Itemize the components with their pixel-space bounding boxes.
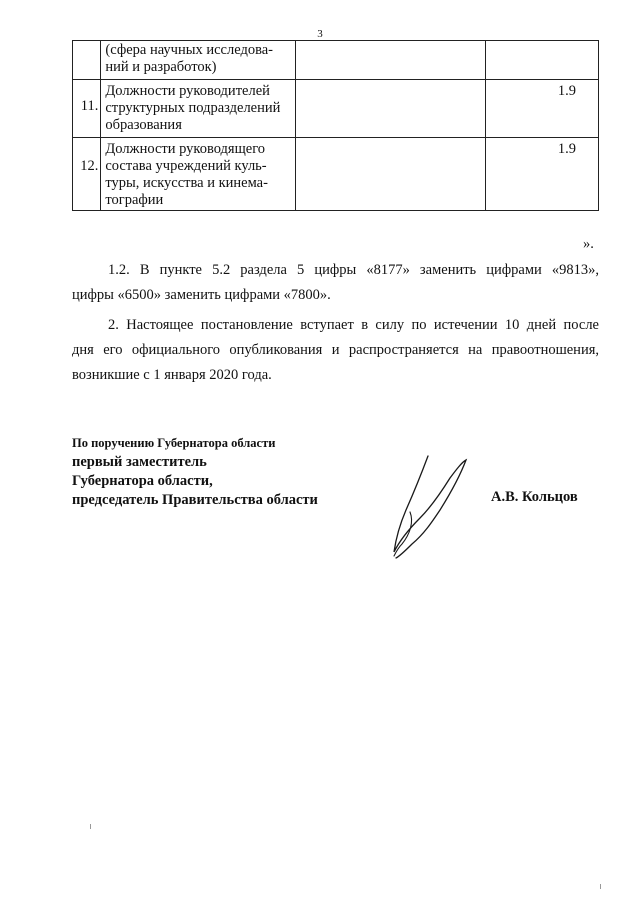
paragraph-line: 1.2. В пункте 5.2 раздела 5 цифры «8177» заменить цифрами «9813»,: [108, 262, 599, 278]
row-number: [73, 41, 101, 80]
row-title-line: ний и разработок): [105, 59, 217, 75]
row-title-line: (сфера научных исследова-: [105, 42, 273, 58]
paragraph-line: дня его официального опубликования и распространяется на правоотношения,: [72, 342, 599, 358]
row-number: 12.: [73, 138, 101, 211]
signature-position-line: первый заместитель: [72, 454, 207, 470]
row-value: 1.9: [486, 138, 599, 211]
paragraph-1-2: [72, 258, 599, 308]
closing-quote: ».: [583, 236, 594, 252]
row-title: [101, 80, 296, 138]
row-title-line: Должности руководителей: [105, 83, 270, 99]
signature-authority: По поручению Губернатора области: [72, 436, 276, 450]
row-title-line: образования: [105, 117, 182, 133]
paragraph-line: 2. Настоящее постановление вступает в силу по истечении 10 дней после: [108, 317, 599, 333]
signer-name: А.В. Кольцов: [491, 489, 578, 505]
row-value: [486, 41, 599, 80]
scan-artifact: [600, 884, 601, 889]
table-row: [73, 80, 599, 138]
row-title: [101, 41, 296, 80]
row-title-line: тографии: [105, 192, 164, 208]
row-title-line: структурных подразделений: [105, 100, 281, 116]
positions-table: [72, 40, 599, 211]
table-row: [73, 138, 599, 211]
table-row: [73, 41, 599, 80]
row-value: 1.9: [486, 80, 599, 138]
paragraph-2: [72, 313, 599, 388]
signature-block: [72, 434, 318, 510]
empty-cell: [296, 138, 486, 211]
row-title: [101, 138, 296, 211]
paragraph-line: возникшие с 1 января 2020 года.: [72, 367, 272, 383]
row-title-line: состава учреждений куль-: [105, 158, 267, 174]
row-title-line: Должности руководящего: [105, 141, 266, 157]
signature-position-line: Губернатора области,: [72, 473, 213, 489]
row-title-line: туры, искусства и кинема-: [105, 175, 268, 191]
paragraph-line: цифры «6500» заменить цифрами «7800».: [72, 287, 331, 303]
empty-cell: [296, 41, 486, 80]
row-number: 11.: [73, 80, 101, 138]
empty-cell: [296, 80, 486, 138]
handwritten-signature: [370, 452, 480, 562]
page-number: 3: [317, 28, 323, 40]
signature-position-line: председатель Правительства области: [72, 492, 318, 508]
scan-artifact: [90, 824, 91, 829]
